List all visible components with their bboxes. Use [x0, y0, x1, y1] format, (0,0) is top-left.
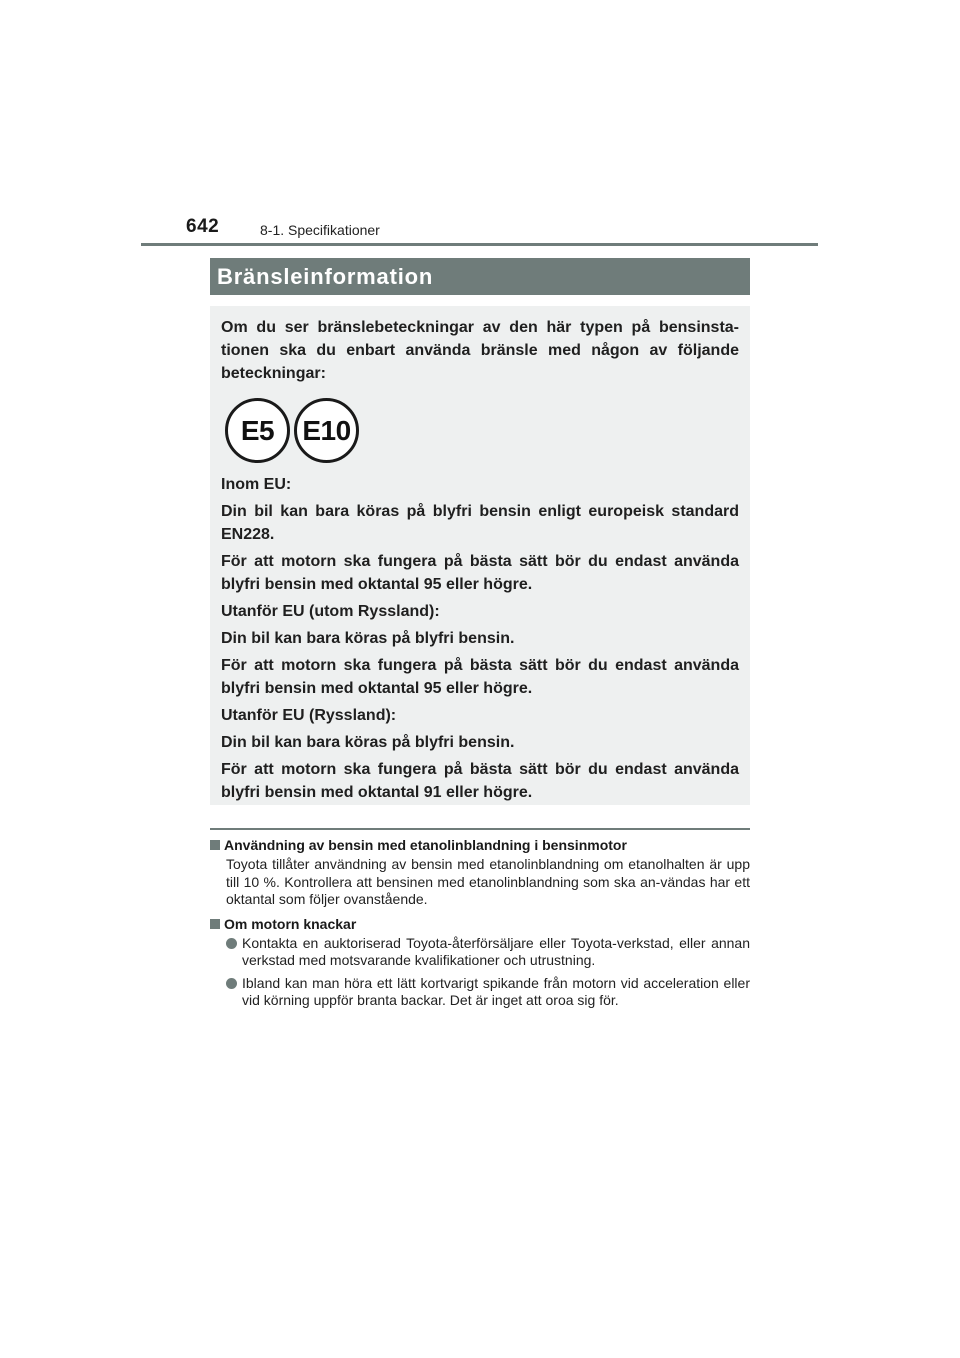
knocking-bullet-text: Kontakta en auktoriserad Toyota-återförsäljare eller Toyota-verkstad, eller annan verkstad med motsvarande kvalifikationer och utrustning. [242, 934, 750, 968]
knocking-bullet-item [226, 975, 750, 1010]
ethanol-note-heading [210, 836, 750, 854]
info-paragraph: För att motorn ska fungera på bästa sätt bör du endast använda blyfri bensin med oktantal 95 eller högre. [221, 553, 739, 593]
section-label: 8-1. Specifikationer [260, 222, 380, 238]
knocking-bullet-text: Ibland kan man höra ett lätt kortvarigt spikande från motorn vid acceleration eller vid körning uppför branta backar. Det är inget att oroa sig för. [242, 974, 750, 1008]
info-paragraph: Din bil kan bara köras på blyfri bensin. [221, 630, 515, 647]
page-number: 642 [186, 216, 220, 237]
info-paragraph: För att motorn ska fungera på bästa sätt bör du endast använda blyfri bensin med oktantal 95 eller högre. [221, 657, 739, 697]
fuel-label-row [225, 398, 739, 463]
knocking-bullet-item [226, 935, 750, 970]
info-intro: Om du ser bränslebeteckningar av den här typen på bensinsta-tionen ska du enbart använda bränsle med någon av följande beteckningar: [221, 319, 739, 382]
fuel-label-e10: E10 [294, 398, 359, 463]
round-bullet-icon [226, 938, 237, 949]
region-heading-outside-eu: Utanför EU (utom Ryssland): [221, 603, 440, 620]
region-heading-eu: Inom EU: [221, 476, 292, 493]
knocking-note-heading [210, 915, 750, 933]
square-bullet-icon [210, 919, 220, 929]
region-heading-russia: Utanför EU (Ryssland): [221, 707, 397, 724]
header-rule [141, 243, 818, 246]
info-paragraph: Din bil kan bara köras på blyfri bensin. [221, 734, 515, 751]
title-bar [210, 258, 750, 295]
ethanol-note-body: Toyota tillåter användning av bensin med etanolinblandning om etanolhalten är upp till 10 %. Kontrollera att bensinen med etanolinblandning som ska an-vändas har ett oktantal som följer ovanstående. [226, 856, 750, 907]
round-bullet-icon [226, 978, 237, 989]
knocking-note-title: Om motorn knackar [224, 915, 357, 932]
fuel-info-box [210, 306, 750, 805]
notes-section [210, 836, 750, 1015]
square-bullet-icon [210, 840, 220, 850]
info-paragraph: För att motorn ska fungera på bästa sätt bör du endast använda blyfri bensin med oktantal 91 eller högre. [221, 761, 739, 801]
ethanol-note-title: Användning av bensin med etanolinblandning i bensinmotor [224, 837, 627, 853]
fuel-label-e5: E5 [225, 398, 290, 463]
page-title: Bränsleinformation [217, 263, 434, 289]
notes-rule [210, 828, 750, 830]
info-paragraph: Din bil kan bara köras på blyfri bensin enligt europeisk standard EN228. [221, 503, 739, 543]
